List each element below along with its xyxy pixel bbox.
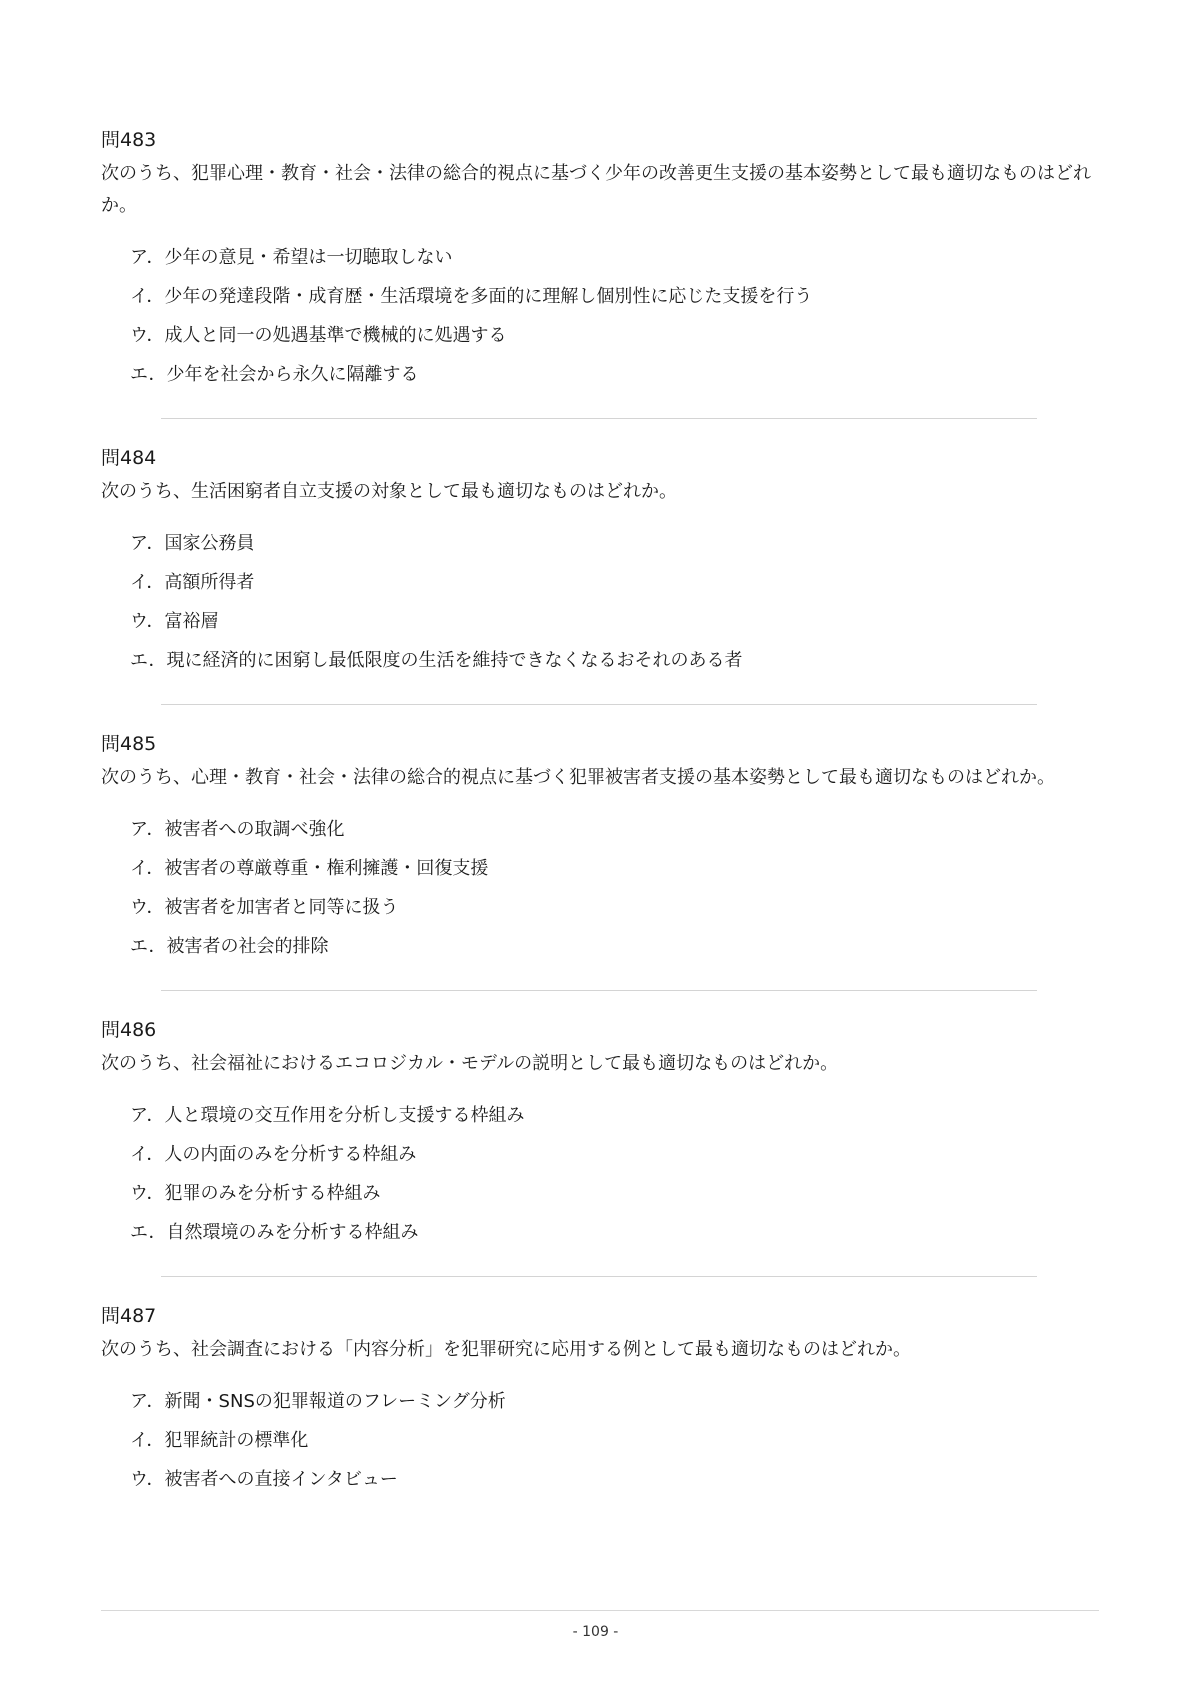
divider	[161, 1276, 1037, 1277]
choice-item: イ．高額所得者	[130, 572, 255, 593]
choice-list	[101, 524, 1099, 680]
choice-item: ウ．成人と同一の処遇基準で機械的に処遇する	[130, 325, 507, 346]
choice-item: ア．新聞・SNSの犯罪報道のフレーミング分析	[130, 1391, 506, 1412]
choice-item: ウ．富裕層	[130, 611, 219, 632]
question-text: 次のうち、社会福祉におけるエコロジカル・モデルの説明として最も適切なものはどれか。	[101, 1053, 839, 1074]
footer-divider	[101, 1610, 1099, 1611]
question-487	[101, 1304, 1099, 1499]
choice-item: エ．自然環境のみを分析する枠組み	[130, 1222, 419, 1243]
choice-item: ア．少年の意見・希望は一切聴取しない	[130, 247, 453, 268]
choice-item: エ．被害者の社会的排除	[130, 936, 329, 957]
divider	[161, 704, 1037, 705]
choice-list	[101, 810, 1099, 966]
question-483	[101, 128, 1099, 419]
question-text: 次のうち、犯罪心理・教育・社会・法律の総合的視点に基づく少年の改善更生支援の基本姿勢として最も適切なものはどれか。	[101, 163, 1091, 216]
choice-list	[101, 238, 1099, 394]
page-number: - 109 -	[572, 1624, 619, 1640]
choice-list	[101, 1096, 1099, 1252]
choice-item: エ．現に経済的に困窮し最低限度の生活を維持できなくなるおそれのある者	[130, 650, 743, 671]
choice-item: イ．人の内面のみを分析する枠組み	[130, 1144, 417, 1165]
question-number: 問487	[101, 1305, 157, 1327]
question-484	[101, 446, 1099, 705]
page-content	[101, 128, 1099, 1499]
choice-item: イ．少年の発達段階・成育歴・生活環境を多面的に理解し個別性に応じた支援を行う	[130, 286, 813, 307]
choice-list	[101, 1382, 1099, 1499]
question-text: 次のうち、心理・教育・社会・法律の総合的視点に基づく犯罪被害者支援の基本姿勢として最も適切なものはどれか。	[101, 767, 1055, 788]
question-485	[101, 732, 1099, 991]
question-number: 問486	[101, 1019, 157, 1041]
choice-item: ア．被害者への取調べ強化	[130, 819, 345, 840]
divider	[161, 418, 1037, 419]
choice-item: イ．犯罪統計の標準化	[130, 1430, 309, 1451]
question-text: 次のうち、生活困窮者自立支援の対象として最も適切なものはどれか。	[101, 481, 677, 502]
question-number: 問484	[101, 447, 157, 469]
choice-item: ア．国家公務員	[130, 533, 255, 554]
question-486	[101, 1018, 1099, 1277]
choice-item: ウ．被害者を加害者と同等に扱う	[130, 897, 399, 918]
choice-item: ウ．犯罪のみを分析する枠組み	[130, 1183, 381, 1204]
choice-item: ウ．被害者への直接インタビュー	[130, 1469, 398, 1490]
choice-item: イ．被害者の尊厳尊重・権利擁護・回復支援	[130, 858, 489, 879]
divider	[161, 990, 1037, 991]
choice-item: ア．人と環境の交互作用を分析し支援する枠組み	[130, 1105, 525, 1126]
question-text: 次のうち、社会調査における「内容分析」を犯罪研究に応用する例として最も適切なものはどれか。	[101, 1339, 911, 1360]
choice-item: エ．少年を社会から永久に隔離する	[130, 364, 419, 385]
question-number: 問483	[101, 129, 157, 151]
question-number: 問485	[101, 733, 157, 755]
